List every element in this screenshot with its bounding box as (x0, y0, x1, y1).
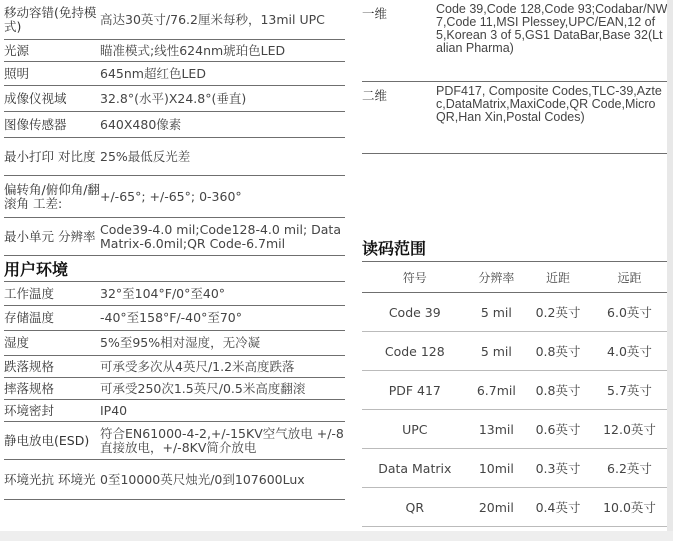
spec-value: 符合EN61000-4-2,+/-15KV空气放电 +/-8直接放电，+/-8KV简介放电 (100, 425, 344, 455)
spec-label: 光源 (4, 42, 30, 58)
table-cell: 5 mil (468, 293, 526, 332)
column-header-resolution: 分辨率 (468, 262, 526, 293)
spec-value: 645nm超红色LED (100, 65, 206, 81)
table-cell: 0.2英寸 (525, 293, 591, 332)
table-cell: 12.0英寸 (591, 410, 668, 449)
spec-value: 640X480像素 (100, 116, 182, 132)
spec-label: 跌落规格 (4, 358, 55, 374)
spec-value: Code39-4.0 mil;Code128-4.0 mil; Data Matrix-6.0mil;QR Code-6.7mil (100, 221, 341, 251)
spec-label: 环境光抗 环境光 (4, 471, 96, 487)
table-cell: Code 128 (362, 332, 468, 371)
spec-value: 可承受多次从4英尺/1.2米高度跌落 (100, 358, 295, 374)
spec-label: 最小单元 分辨率 (4, 228, 96, 244)
spec-label: 湿度 (4, 335, 30, 350)
symbology-value: Code 39,Code 128,Code 93;Codabar/NW7,Code 11,MSI Plessey,UPC/EAN,12 of 5,Korean 3 of 5,GS1 DataBar,Base 32(Ltalian Pharma) (436, 2, 668, 55)
spec-row-skew-pitch-roll (4, 176, 345, 218)
spec-row-operating-temp (4, 282, 345, 306)
spec-value: 32.8°(水平)X24.8°(垂直) (100, 90, 247, 106)
spec-value: +/-65°; +/-65°; 0-360° (100, 188, 242, 204)
table-cell: 20mil (468, 488, 526, 527)
spec-value: 5%至95%相对湿度，无冷凝 (100, 335, 261, 350)
table-row (362, 449, 668, 488)
spec-value: IP40 (100, 402, 128, 418)
spec-label: 存储温度 (4, 310, 55, 325)
spec-row-humidity (4, 331, 345, 356)
spec-row-light-source (4, 40, 345, 62)
table-cell: 0.8英寸 (525, 332, 591, 371)
spec-row-ambient-light (4, 460, 345, 500)
spec-label: 静电放电(ESD) (4, 432, 90, 448)
table-cell: 0.8英寸 (525, 371, 591, 410)
table-row (362, 488, 668, 527)
table-cell: PDF 417 (362, 371, 468, 410)
spec-value: 可承受250次1.5英尺/0.5米高度翻滚 (100, 380, 306, 396)
spec-row-print-contrast (4, 138, 345, 176)
table-cell: 6.7mil (468, 371, 526, 410)
spec-value: 32°至104°F/0°至40° (100, 285, 226, 301)
spec-label: 成像仪视域 (4, 90, 67, 106)
read-range-table (362, 262, 668, 527)
column-header-symbol: 符号 (362, 262, 468, 293)
spacer (362, 154, 668, 236)
table-cell: Code 39 (362, 293, 468, 332)
table-cell: 6.2英寸 (591, 449, 668, 488)
symbology-label: 二维 (362, 88, 388, 103)
symbology-value: PDF417, Composite Codes,TLC-39,Aztec,DataMatrix,MaxiCode,QR Code,Micro QR,Han Xin,Postal Codes) (436, 84, 662, 124)
spec-value: -40°至158°F/-40°至70° (100, 310, 242, 325)
spec-row-tumble-spec (4, 378, 345, 400)
table-row (362, 332, 668, 371)
spec-label: 环境密封 (4, 402, 55, 418)
table-row (362, 293, 668, 332)
section-title-read-range: 读码范围 (362, 236, 668, 262)
table-cell: 10.0英寸 (591, 488, 668, 527)
table-cell: 0.4英寸 (525, 488, 591, 527)
spec-label: 图像传感器 (4, 116, 67, 132)
table-cell: 5.7英寸 (591, 371, 668, 410)
spec-value: 高达30英寸/76.2厘米每秒，13mil UPC (100, 11, 325, 27)
right-spec-column (362, 0, 668, 527)
table-row (362, 371, 668, 410)
symbology-row-2d (362, 82, 668, 154)
spec-value: 瞄准模式;线性624nm琥珀色LED (100, 42, 286, 58)
symbology-row-1d (362, 0, 668, 82)
table-cell: 13mil (468, 410, 526, 449)
table-cell: 10mil (468, 449, 526, 488)
page-bottom-shade (0, 531, 673, 541)
table-cell: 0.6英寸 (525, 410, 591, 449)
spec-label: 最小打印 对比度 (4, 148, 96, 164)
spec-row-esd (4, 422, 345, 460)
table-cell: QR (362, 488, 468, 527)
page-edge-shade (667, 0, 673, 541)
table-cell: 4.0英寸 (591, 332, 668, 371)
table-cell: 0.3英寸 (525, 449, 591, 488)
table-cell: 6.0英寸 (591, 293, 668, 332)
spec-label: 照明 (4, 65, 30, 81)
spec-row-image-sensor (4, 112, 345, 138)
spec-label: 摔落规格 (4, 380, 55, 396)
spec-row-field-of-view (4, 86, 345, 112)
table-row (362, 410, 668, 449)
table-cell: UPC (362, 410, 468, 449)
spec-label: 工作温度 (4, 285, 55, 301)
spec-row-storage-temp (4, 306, 345, 331)
spec-row-motion-tolerance (4, 0, 345, 40)
table-cell: 5 mil (468, 332, 526, 371)
section-title-environment: 用户环境 (4, 256, 345, 282)
table-header-row (362, 262, 668, 293)
spec-row-illumination (4, 62, 345, 86)
left-spec-column (4, 0, 345, 500)
table-cell: Data Matrix (362, 449, 468, 488)
column-header-near: 近距 (525, 262, 591, 293)
spec-label: 移动容错(免持模式) (4, 4, 97, 34)
column-header-far: 远距 (591, 262, 668, 293)
spec-value: 25%最低反光差 (100, 148, 191, 164)
spec-label: 偏转角/俯仰角/翻滚角 工差: (4, 181, 100, 211)
spec-value: 0至10000英尺烛光/0到107600Lux (100, 471, 305, 487)
spec-row-sealing (4, 400, 345, 422)
symbology-label: 一维 (362, 6, 388, 21)
spec-row-drop-spec (4, 356, 345, 378)
spec-row-min-resolution (4, 218, 345, 256)
